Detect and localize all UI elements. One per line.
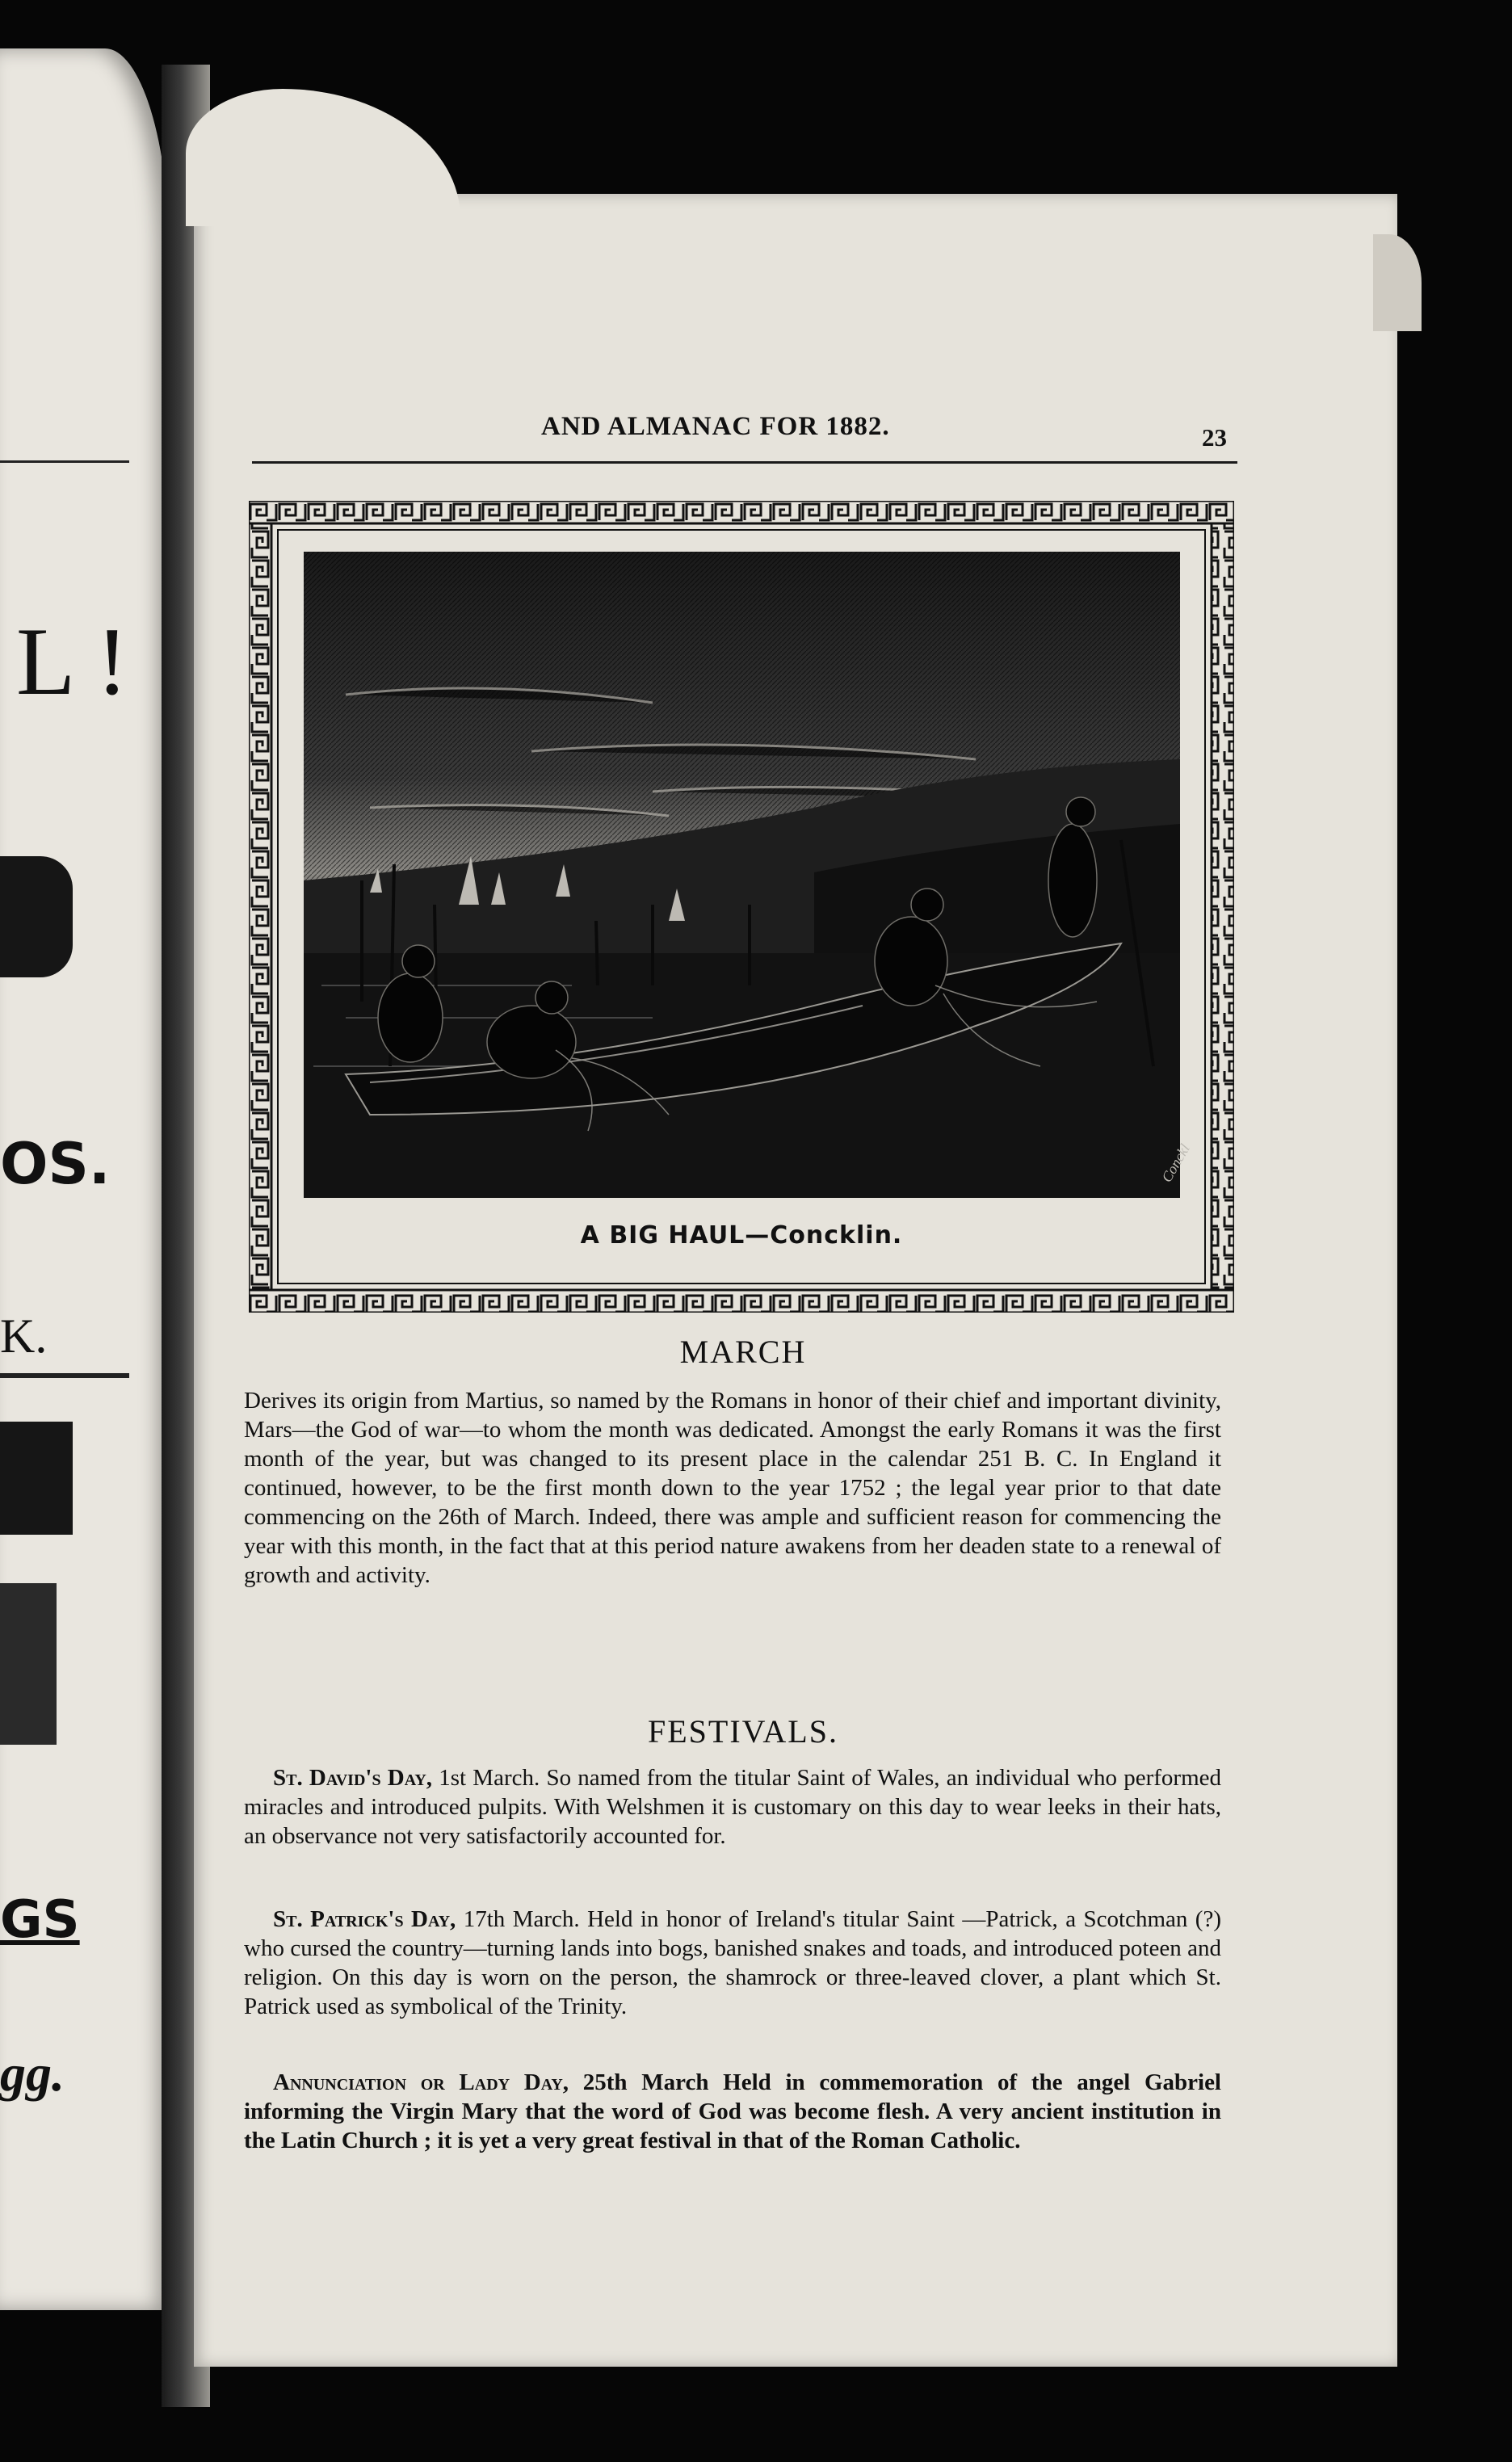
march-heading: MARCH [679,1334,807,1370]
left-page-figure [0,1583,57,1745]
running-title: AND ALMANAC FOR 1882. [541,412,890,441]
header-rule [252,461,1237,464]
page-number: 23 [1202,423,1227,452]
left-page-rule [0,460,129,463]
greek-key-border-and-engraving [249,501,1234,1313]
page-torn-top [186,89,460,226]
left-page-fragment-k: K. [0,1309,48,1363]
left-page-fragment-gg: gg. [0,2044,65,2102]
left-page-dark-block [0,1422,73,1535]
festival-st-davids-day [244,1763,1221,1851]
festival-annunciation [244,2068,1221,2155]
engraver-signature: Conckl [1158,1141,1193,1185]
festivals-heading: FESTIVALS. [648,1713,838,1750]
festival-name: St. David's Day, [273,1765,433,1791]
march-paragraph: Derives its origin from Martius, so named by the Romans in honor of their chief and important divinity, Mars—the God of war—to whom the month was dedicated. Amongst the early Romans it was the first month of the year, but was changed to its present place in the calendar 251 B. C. In England it continued, however, to be the first month down to the year 1752 ; the legal year prior to that date commencing on the 26th of March. Indeed, there was ample and sufficient reason for commencing the year with this month, in the fact that at this period nature awakens from her deaden state to a renewal of growth and activity. [244,1388,1221,1588]
left-page-fragment-os: OS. [0,1131,111,1197]
left-page-fragment-gs: GS [0,1890,80,1950]
festival-text: 1st March. So named from the titular Saint of Wales, an individual who performed miracles and introduced pulpits. With Welshmen it is customary on this day to wear leeks in their hats, an observance not very satisfactorily accounted for. [244,1765,1222,1849]
left-facing-page [0,48,170,2310]
page-corner-fold [1373,234,1422,331]
left-page-ornament [0,856,73,977]
illustration-caption: A BIG HAUL—Concklin. [580,1221,903,1250]
festival-text: 25th March Held in commemoration of the angel Gabriel informing the Virgin Mary that the word of God was become flesh. A very ancient institution in the Latin Church ; it is yet a very great festival in that of the Roman Catholic. [244,2069,1221,2153]
illustration-frame [249,501,1234,1313]
festival-name: Annunciation or Lady Day, [273,2069,569,2095]
festival-st-patricks-day [244,1905,1221,2021]
festival-name: St. Patrick's Day, [273,1906,456,1932]
left-page-fragment-exclaim: L ! [16,607,128,715]
festival-text: 17th March. Held in honor of Ireland's titular Saint —Patrick, a Scotchman (?) who cursed the country—turning lands into bogs, banished snakes and toads, and introduced poteen and religion. On this day is worn on the person, the shamrock or three-leaved clover, a plant which St. Patrick used as symbolical of the Trinity. [244,1906,1221,2019]
left-page-rule-2 [0,1373,129,1378]
